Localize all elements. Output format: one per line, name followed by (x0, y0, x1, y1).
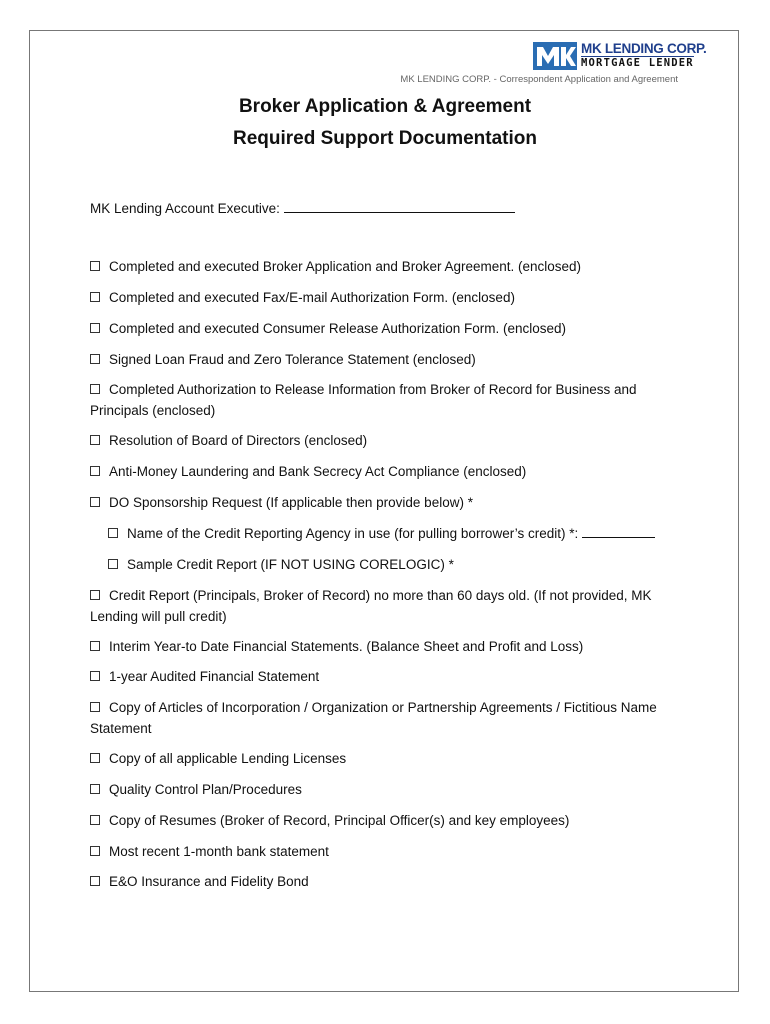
checklist-item (90, 667, 675, 688)
logo-tagline: MORTGAGE LENDER (581, 57, 694, 69)
checklist-item-text: E&O Insurance and Fidelity Bond (109, 874, 309, 889)
checklist-item-text: 1-year Audited Financial Statement (109, 669, 320, 684)
checkbox[interactable] (90, 815, 100, 825)
checklist-item-text: Sample Credit Report (IF NOT USING CORELOGIC) * (127, 557, 454, 572)
checklist-item-text: Interim Year-to Date Financial Statements. (Balance Sheet and Profit and Loss) (109, 639, 584, 654)
checklist-item-text: Completed Authorization to Release Information from Broker of Record for Business and Principals (enclosed) (90, 382, 637, 418)
header-caption: MK LENDING CORP. - Correspondent Application and Agreement (400, 74, 678, 85)
checklist-item-text: Quality Control Plan/Procedures (109, 782, 302, 797)
checkbox[interactable] (108, 559, 118, 569)
checkbox[interactable] (90, 753, 100, 763)
checkbox[interactable] (90, 384, 100, 394)
checklist-item (90, 586, 675, 627)
checkbox[interactable] (90, 261, 100, 271)
checkbox[interactable] (90, 590, 100, 600)
checklist-item (90, 780, 675, 801)
checklist-subitem (108, 555, 693, 576)
checklist-item-text: Resolution of Board of Directors (enclosed) (109, 433, 368, 448)
account-executive-label: MK Lending Account Executive: (90, 201, 280, 216)
checklist-item (90, 637, 675, 658)
checklist-item-text: Signed Loan Fraud and Zero Tolerance Statement (enclosed) (109, 352, 476, 367)
account-executive-field (90, 198, 515, 216)
company-logo (533, 41, 707, 70)
credit-agency-blank[interactable] (582, 524, 655, 538)
checkbox[interactable] (90, 466, 100, 476)
checklist-item (90, 319, 675, 340)
checklist-item (90, 698, 675, 739)
checkbox[interactable] (90, 876, 100, 886)
checklist-item (90, 462, 675, 483)
checkbox[interactable] (90, 435, 100, 445)
checklist-item-text: Completed and executed Fax/E-mail Authorization Form. (enclosed) (109, 290, 515, 305)
checklist-item-text: Name of the Credit Reporting Agency in use (for pulling borrower’s credit) *: (127, 526, 579, 541)
checklist-item-text: Copy of Articles of Incorporation / Organization or Partnership Agreements / Fictitious Name Statement (90, 700, 657, 736)
checkbox[interactable] (108, 528, 118, 538)
checkbox[interactable] (90, 641, 100, 651)
checkbox[interactable] (90, 292, 100, 302)
checklist-item-text: Credit Report (Principals, Broker of Record) no more than 60 days old. (If not provided, MK Lending will pull credit) (90, 588, 652, 624)
checklist-item (90, 288, 675, 309)
checklist-item-text: Copy of all applicable Lending Licenses (109, 751, 347, 766)
checklist-item-text: Most recent 1-month bank statement (109, 844, 329, 859)
logo-name: MK LENDING CORP. (581, 41, 707, 56)
document-subtitle: Required Support Documentation (233, 128, 537, 149)
checkbox[interactable] (90, 671, 100, 681)
checklist-item (90, 872, 675, 893)
checklist-item (90, 350, 675, 371)
checklist-item (90, 749, 675, 770)
checklist-item-text: Completed and executed Broker Application and Broker Agreement. (enclosed) (109, 259, 582, 274)
checklist-item-text: Completed and executed Consumer Release Authorization Form. (enclosed) (109, 321, 566, 336)
checklist-item-text: DO Sponsorship Request (If applicable then provide below) * (109, 495, 473, 510)
checklist-item (90, 493, 675, 514)
checkbox[interactable] (90, 784, 100, 794)
account-executive-blank[interactable] (284, 198, 515, 213)
checkbox[interactable] (90, 497, 100, 507)
checkbox[interactable] (90, 702, 100, 712)
checklist-item (90, 380, 675, 421)
mk-logo-icon (533, 42, 577, 70)
checkbox[interactable] (90, 846, 100, 856)
checklist-item (90, 431, 675, 452)
document-title: Broker Application & Agreement (238, 96, 532, 117)
checklist-item-text: Copy of Resumes (Broker of Record, Principal Officer(s) and key employees) (109, 813, 570, 828)
checklist-item (90, 811, 675, 832)
checklist-item (90, 842, 675, 863)
checklist-item (90, 257, 675, 278)
checkbox[interactable] (90, 354, 100, 364)
checklist-subitem (108, 524, 693, 545)
checkbox[interactable] (90, 323, 100, 333)
checklist-item-text: Anti-Money Laundering and Bank Secrecy Act Compliance (enclosed) (109, 464, 527, 479)
